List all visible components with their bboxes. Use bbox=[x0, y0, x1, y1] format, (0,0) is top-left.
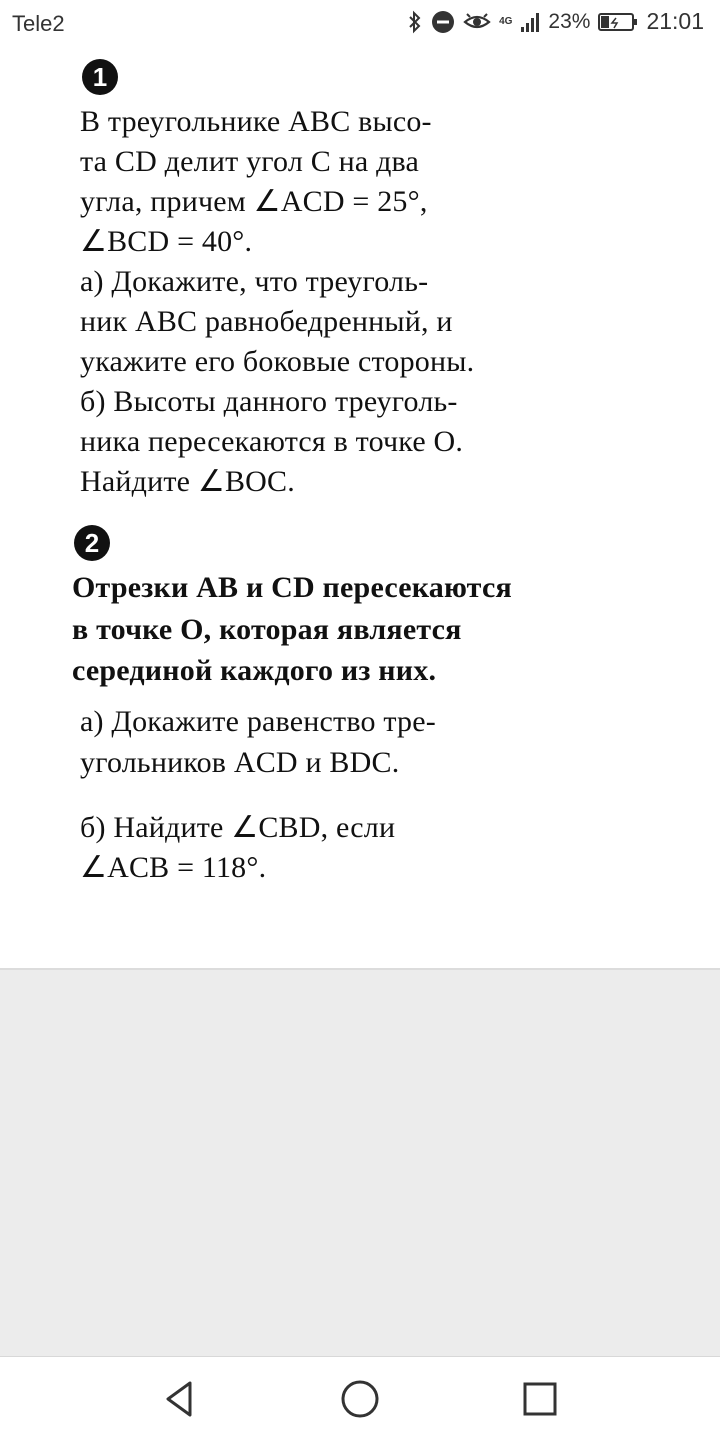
problem-2-intro-line: серединой каждого из них. bbox=[72, 654, 437, 687]
problem-1-line: а) Докажите, что треуголь- bbox=[80, 265, 429, 298]
bluetooth-icon bbox=[407, 10, 423, 34]
signal-icon bbox=[520, 11, 540, 33]
problem-2-part-a-line: угольников ACD и BDC. bbox=[80, 746, 400, 779]
problem-2-part-b-line: ∠ACB = 118°. bbox=[80, 851, 267, 884]
battery-icon bbox=[598, 11, 638, 33]
problem-1-line: В треугольнике ABC высо- bbox=[80, 105, 432, 138]
carrier-name: Tele2 bbox=[12, 11, 65, 36]
status-icons bbox=[407, 8, 704, 35]
battery-percent: 23% bbox=[548, 9, 591, 33]
problem-1-line: укажите его боковые стороны. bbox=[80, 345, 475, 378]
problem-1-line: Найдите ∠BOC. bbox=[80, 465, 295, 498]
eye-icon bbox=[463, 10, 491, 34]
problem-1-line: ∠BCD = 40°. bbox=[80, 225, 253, 258]
homework-image bbox=[0, 50, 720, 968]
content-divider bbox=[0, 968, 720, 970]
back-button[interactable] bbox=[158, 1377, 202, 1421]
problem-2-part-b-line: б) Найдите ∠CBD, если bbox=[80, 811, 396, 844]
back-triangle-icon bbox=[158, 1377, 202, 1421]
recents-button[interactable] bbox=[518, 1377, 562, 1421]
home-circle-icon bbox=[338, 1377, 382, 1421]
navigation-bar bbox=[0, 1356, 720, 1441]
status-bar bbox=[0, 0, 720, 50]
problem-2-intro-line: Отрезки AB и CD пересекаются bbox=[72, 571, 512, 604]
problem-1-line: б) Высоты данного треуголь- bbox=[80, 385, 458, 418]
recents-square-icon bbox=[518, 1377, 562, 1421]
home-button[interactable] bbox=[338, 1377, 382, 1421]
clock-time: 21:01 bbox=[646, 8, 704, 34]
network-type: 4G bbox=[499, 15, 513, 27]
problem-1-line: ник ABC равнобедренный, и bbox=[80, 305, 453, 338]
problem-1-number-badge: 1 bbox=[82, 59, 118, 95]
do-not-disturb-icon bbox=[431, 10, 455, 34]
problem-2-part-a-line: а) Докажите равенство тре- bbox=[80, 705, 436, 738]
problem-1-line: та CD делит угол C на два bbox=[80, 145, 420, 178]
problem-2-number-badge: 2 bbox=[74, 525, 110, 561]
problem-1-line: угла, причем ∠ACD = 25°, bbox=[80, 185, 428, 218]
problem-2-intro-line: в точке O, которая является bbox=[72, 613, 462, 646]
problem-1-line: ника пересекаются в точке O. bbox=[80, 425, 464, 458]
